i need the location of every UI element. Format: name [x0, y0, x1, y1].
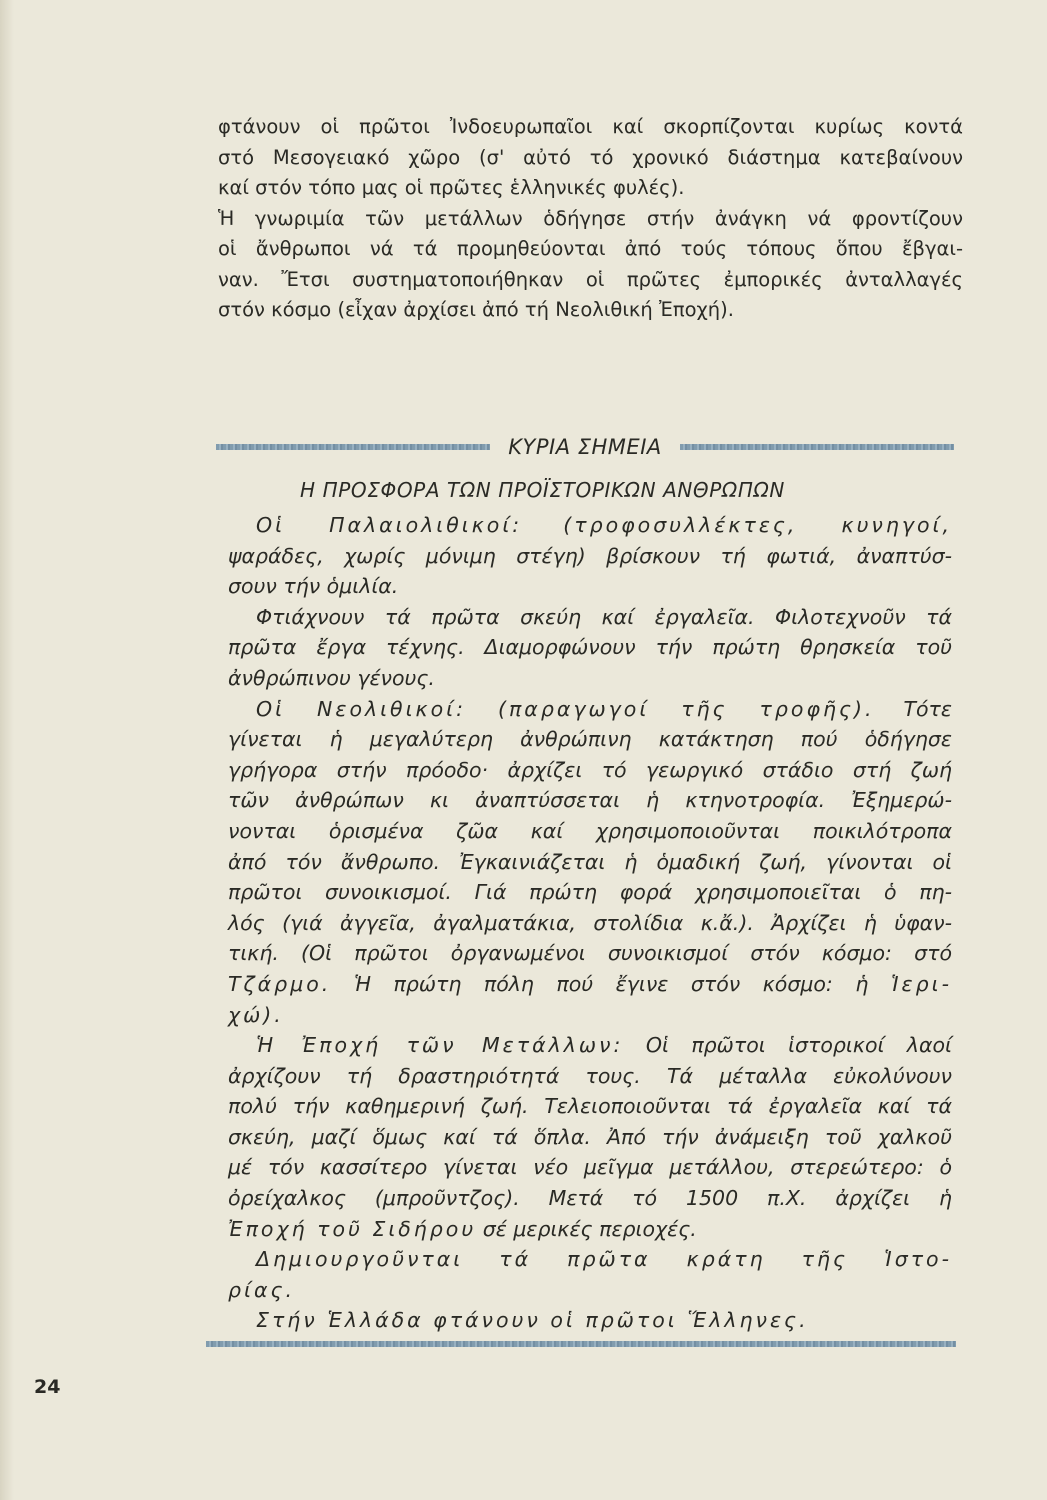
paleolithic-line: ἀνθρώπινου γένους. [228, 665, 435, 690]
neolithic-line [228, 694, 952, 725]
neolithic-line [228, 969, 952, 1000]
metals-line: ὀρείχαλκος (μπροῦντζος). Μετά τό 1500 π.Χ. ἀρχίζει ἡ [228, 1186, 952, 1211]
paleolithic-desc: (τροφοσυλλέκτες, κυνηγοί, [563, 513, 952, 537]
intro-line: Ἡ γνωριμία τῶν μετάλλων ὁδήγησε στήν ἀνάγκη νά φροντίζουν [218, 206, 963, 230]
paleolithic-line: ψαράδες, χωρίς μόνιμη στέγη) βρίσκουν τή φωτιά, ἀναπτύσ- [228, 543, 952, 568]
metals-line: ἀρχίζουν τή δραστηριότητά τους. Τά μέταλλα εὐκολύνουν [228, 1063, 952, 1088]
key-points-body [228, 510, 952, 1336]
intro-line: ναν. Ἔτσι συστηματοποιήθηκαν οἱ πρῶτες ἐμπορικές ἀνταλλαγές [218, 267, 963, 291]
iron-age-text: σέ μερικές περιοχές. [482, 1216, 697, 1241]
page-binding-edge [0, 0, 14, 1500]
neolithic-line: τῶν ἀνθρώπων κι ἀναπτύσσεται ἡ κτηνοτροφία. Ἐξημερώ- [228, 788, 952, 813]
metals-line [228, 1030, 952, 1061]
intro-line: στόν κόσμο (εἶχαν ἀρχίσει ἀπό τή Νεολιθική Ἐποχή). [218, 298, 734, 321]
intro-line: καί στόν τόπο μας οἱ πρῶτες ἑλληνικές φυλές). [218, 176, 685, 199]
neolithic-line: τική. (Οἱ πρῶτοι ὀργανωμένοι συνοικισμοί στόν κόσμο: στό [228, 941, 952, 966]
iron-age-label: Ἐποχή τοῦ Σιδήρου [228, 1216, 477, 1241]
neolithic-line: ἀπό τόν ἄνθρωπο. Ἐγκαινιάζεται ἡ ὁμαδική ζωή, γίνονται οἱ [228, 849, 952, 874]
states-line: ρίας. [228, 1277, 296, 1302]
decorative-rule-right [680, 444, 954, 450]
intro-line: στό Μεσογειακό χῶρο (σ' αὐτό τό χρονικό διάστημα κατεβαίνουν [218, 145, 963, 169]
summary-subtitle: Η ΠΡΟΣΦΟΡΑ ΤΩΝ ΠΡΟΪΣΤΟΡΙΚΩΝ ΑΝΘΡΩΠΩΝ [300, 478, 785, 502]
neolithic-line: γρήγορα στήν πρόοδο· ἀρχίζει τό γεωργικό στάδιο στή ζωή [228, 757, 952, 782]
metals-text: Οἱ πρῶτοι ἱστορικοί λαοί [645, 1033, 952, 1058]
neolithic-line: πρῶτοι συνοικισμοί. Γιά πρώτη φορά χρησιμοποιεῖται ὁ πη- [228, 880, 952, 905]
paleolithic-line: σουν τήν ὁμιλία. [228, 574, 399, 599]
neolithic-line: γίνεται ἡ μεγαλύτερη ἀνθρώπινη κατάκτηση πού ὁδήγησε [228, 727, 952, 752]
intro-line: φτάνουν οἱ πρῶτοι Ἰνδοευρωπαῖοι καί σκορπίζονται κυρίως κοντά [218, 115, 963, 138]
jericho-label-cont: χώ). [228, 1002, 284, 1027]
neolithic-label: Οἱ Νεολιθικοί: (παραγωγοί τῆς τροφῆς). [256, 696, 875, 721]
metals-line: πολύ τήν καθημερινή ζωή. Τελειοποιοῦνται τά ἐργαλεῖα καί τά [228, 1094, 952, 1119]
jarmo-label: Τζάρμο. [228, 971, 332, 996]
neolithic-line: λός (γιά ἀγγεῖα, ἀγαλματάκια, στολίδια κ.ἄ.). Ἀρχίζει ἡ ὑφαν- [228, 910, 952, 935]
decorative-rule-left [216, 444, 490, 450]
paleolithic-label: Οἱ Παλαιολιθικοί: [256, 513, 523, 537]
intro-paragraph [218, 112, 963, 326]
neolithic-line: νονται ὁρισμένα ζῶα καί χρησιμοποιοῦνται ποικιλότροπα [228, 818, 952, 843]
neolithic-text: Τότε [903, 696, 952, 721]
metals-label: Ἡ Ἐποχή τῶν Μετάλλων: [256, 1033, 624, 1058]
jarmo-text: Ἡ πρώτη πόλη πού ἔγινε στόν κόσμο: ἡ [353, 971, 869, 996]
intro-line: οἱ ἄνθρωποι νά τά προμηθεύονται ἀπό τούς τόπους ὅπου ἔβγαι- [218, 237, 963, 260]
paleolithic-line: Φτιάχνουν τά πρῶτα σκεύη καί ἐργαλεῖα. Φιλοτεχνοῦν τά [256, 604, 952, 629]
metals-line: μέ τόν κασσίτερο γίνεται νέο μεῖγμα μετάλλου, στερεώτερο: ὁ [228, 1155, 952, 1180]
decorative-rule-bottom [206, 1341, 956, 1347]
states-line: Δημιουργοῦνται τά πρῶτα κράτη τῆς Ἱστο- [256, 1247, 952, 1272]
section-header [216, 432, 954, 462]
paleolithic-line [228, 510, 952, 541]
metals-line [228, 1214, 952, 1245]
paleolithic-line: πρῶτα ἔργα τέχνης. Διαμορφώνουν τήν πρώτη θρησκεία τοῦ [228, 635, 952, 660]
page-number: 24 [34, 1376, 61, 1398]
metals-line: σκεύη, μαζί ὅμως καί τά ὅπλα. Ἀπό τήν ἀνάμειξη τοῦ χαλκοῦ [228, 1124, 952, 1149]
section-title: ΚΥΡΙΑ ΣΗΜΕΙΑ [508, 435, 662, 459]
greece-line: Στήν Ἑλλάδα φτάνουν οἱ πρῶτοι Ἕλληνες. [256, 1308, 809, 1333]
jericho-label: Ἱερι- [890, 971, 952, 996]
